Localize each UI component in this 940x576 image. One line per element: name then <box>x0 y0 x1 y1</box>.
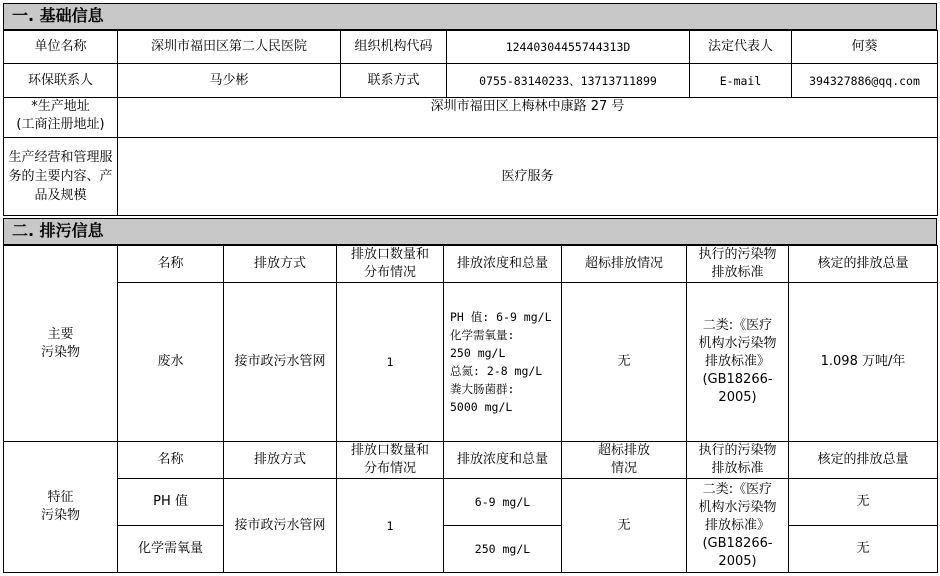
address-value: 深圳市福田区上梅林中康路 27 号 <box>118 98 938 138</box>
special-pollutant-total: 无 <box>789 479 938 526</box>
env-contact-label: 环保联系人 <box>4 64 118 98</box>
section-title-emission: 二. 排污信息 <box>3 218 937 245</box>
contact-value: 0755-83140233、13713711899 <box>447 64 690 98</box>
special-header-exceed: 超标排放 情况 <box>562 442 687 479</box>
org-code-value: 12440304455744313D <box>447 31 690 64</box>
special-pollutant-method: 接市政污水管网 <box>224 479 337 573</box>
legal-rep-value: 何葵 <box>792 31 938 64</box>
special-header-outlets: 排放口数量和 分布情况 <box>337 442 444 479</box>
header-exceed: 超标排放情况 <box>562 246 687 283</box>
header-total: 核定的排放总量 <box>789 246 938 283</box>
special-pollutant-concentration: 250 mg/L <box>444 526 562 573</box>
main-pollutant-group-label: 主要 污染物 <box>4 246 118 442</box>
main-pollutant-exceed: 无 <box>562 283 687 442</box>
business-value: 医疗服务 <box>118 138 938 216</box>
main-pollutant-total: 1.098 万吨/年 <box>789 283 938 442</box>
header-name: 名称 <box>118 246 224 283</box>
email-label: E-mail <box>690 64 792 98</box>
legal-rep-label: 法定代表人 <box>690 31 792 64</box>
special-pollutant-exceed: 无 <box>562 479 687 573</box>
main-pollutant-outlets: 1 <box>337 283 444 442</box>
section-title-basic: 一. 基础信息 <box>3 3 937 30</box>
header-standard: 执行的污染物 排放标准 <box>687 246 789 283</box>
env-contact-value: 马少彬 <box>118 64 341 98</box>
special-header-total: 核定的排放总量 <box>789 442 938 479</box>
email-value: 394327886@qq.com <box>792 64 938 98</box>
main-pollutant-standard: 二类:《医疗 机构水污染物 排放标准》 (GB18266- 2005) <box>687 283 789 442</box>
business-label: 生产经营和管理服务的主要内容、产品及规模 <box>4 138 118 216</box>
special-pollutant-concentration: 6-9 mg/L <box>444 479 562 526</box>
unit-name-label: 单位名称 <box>4 31 118 64</box>
special-pollutant-standard: 二类:《医疗 机构水污染物 排放标准》 (GB18266- 2005) <box>687 479 789 573</box>
special-header-name: 名称 <box>118 442 224 479</box>
address-label: *生产地址 (工商注册地址) <box>4 98 118 138</box>
special-pollutant-name: PH 值 <box>118 479 224 526</box>
special-header-concentration: 排放浓度和总量 <box>444 442 562 479</box>
header-outlets: 排放口数量和 分布情况 <box>337 246 444 283</box>
header-concentration: 排放浓度和总量 <box>444 246 562 283</box>
main-pollutant-method: 接市政污水管网 <box>224 283 337 442</box>
special-header-standard: 执行的污染物 排放标准 <box>687 442 789 479</box>
contact-label: 联系方式 <box>341 64 447 98</box>
header-method: 排放方式 <box>224 246 337 283</box>
emission-table <box>3 245 938 573</box>
special-pollutant-total: 无 <box>789 526 938 573</box>
main-pollutant-concentration: PH 值: 6-9 mg/L 化学需氧量: 250 mg/L 总氮: 2-8 mg/L 粪大肠菌群: 5000 mg/L <box>444 283 562 442</box>
special-pollutant-name: 化学需氧量 <box>118 526 224 573</box>
org-code-label: 组织机构代码 <box>341 31 447 64</box>
basic-info-table <box>3 30 938 216</box>
special-pollutant-outlets: 1 <box>337 479 444 573</box>
unit-name-value: 深圳市福田区第二人民医院 <box>118 31 341 64</box>
special-pollutant-group-label: 特征 污染物 <box>4 442 118 573</box>
main-pollutant-name: 废水 <box>118 283 224 442</box>
special-header-method: 排放方式 <box>224 442 337 479</box>
